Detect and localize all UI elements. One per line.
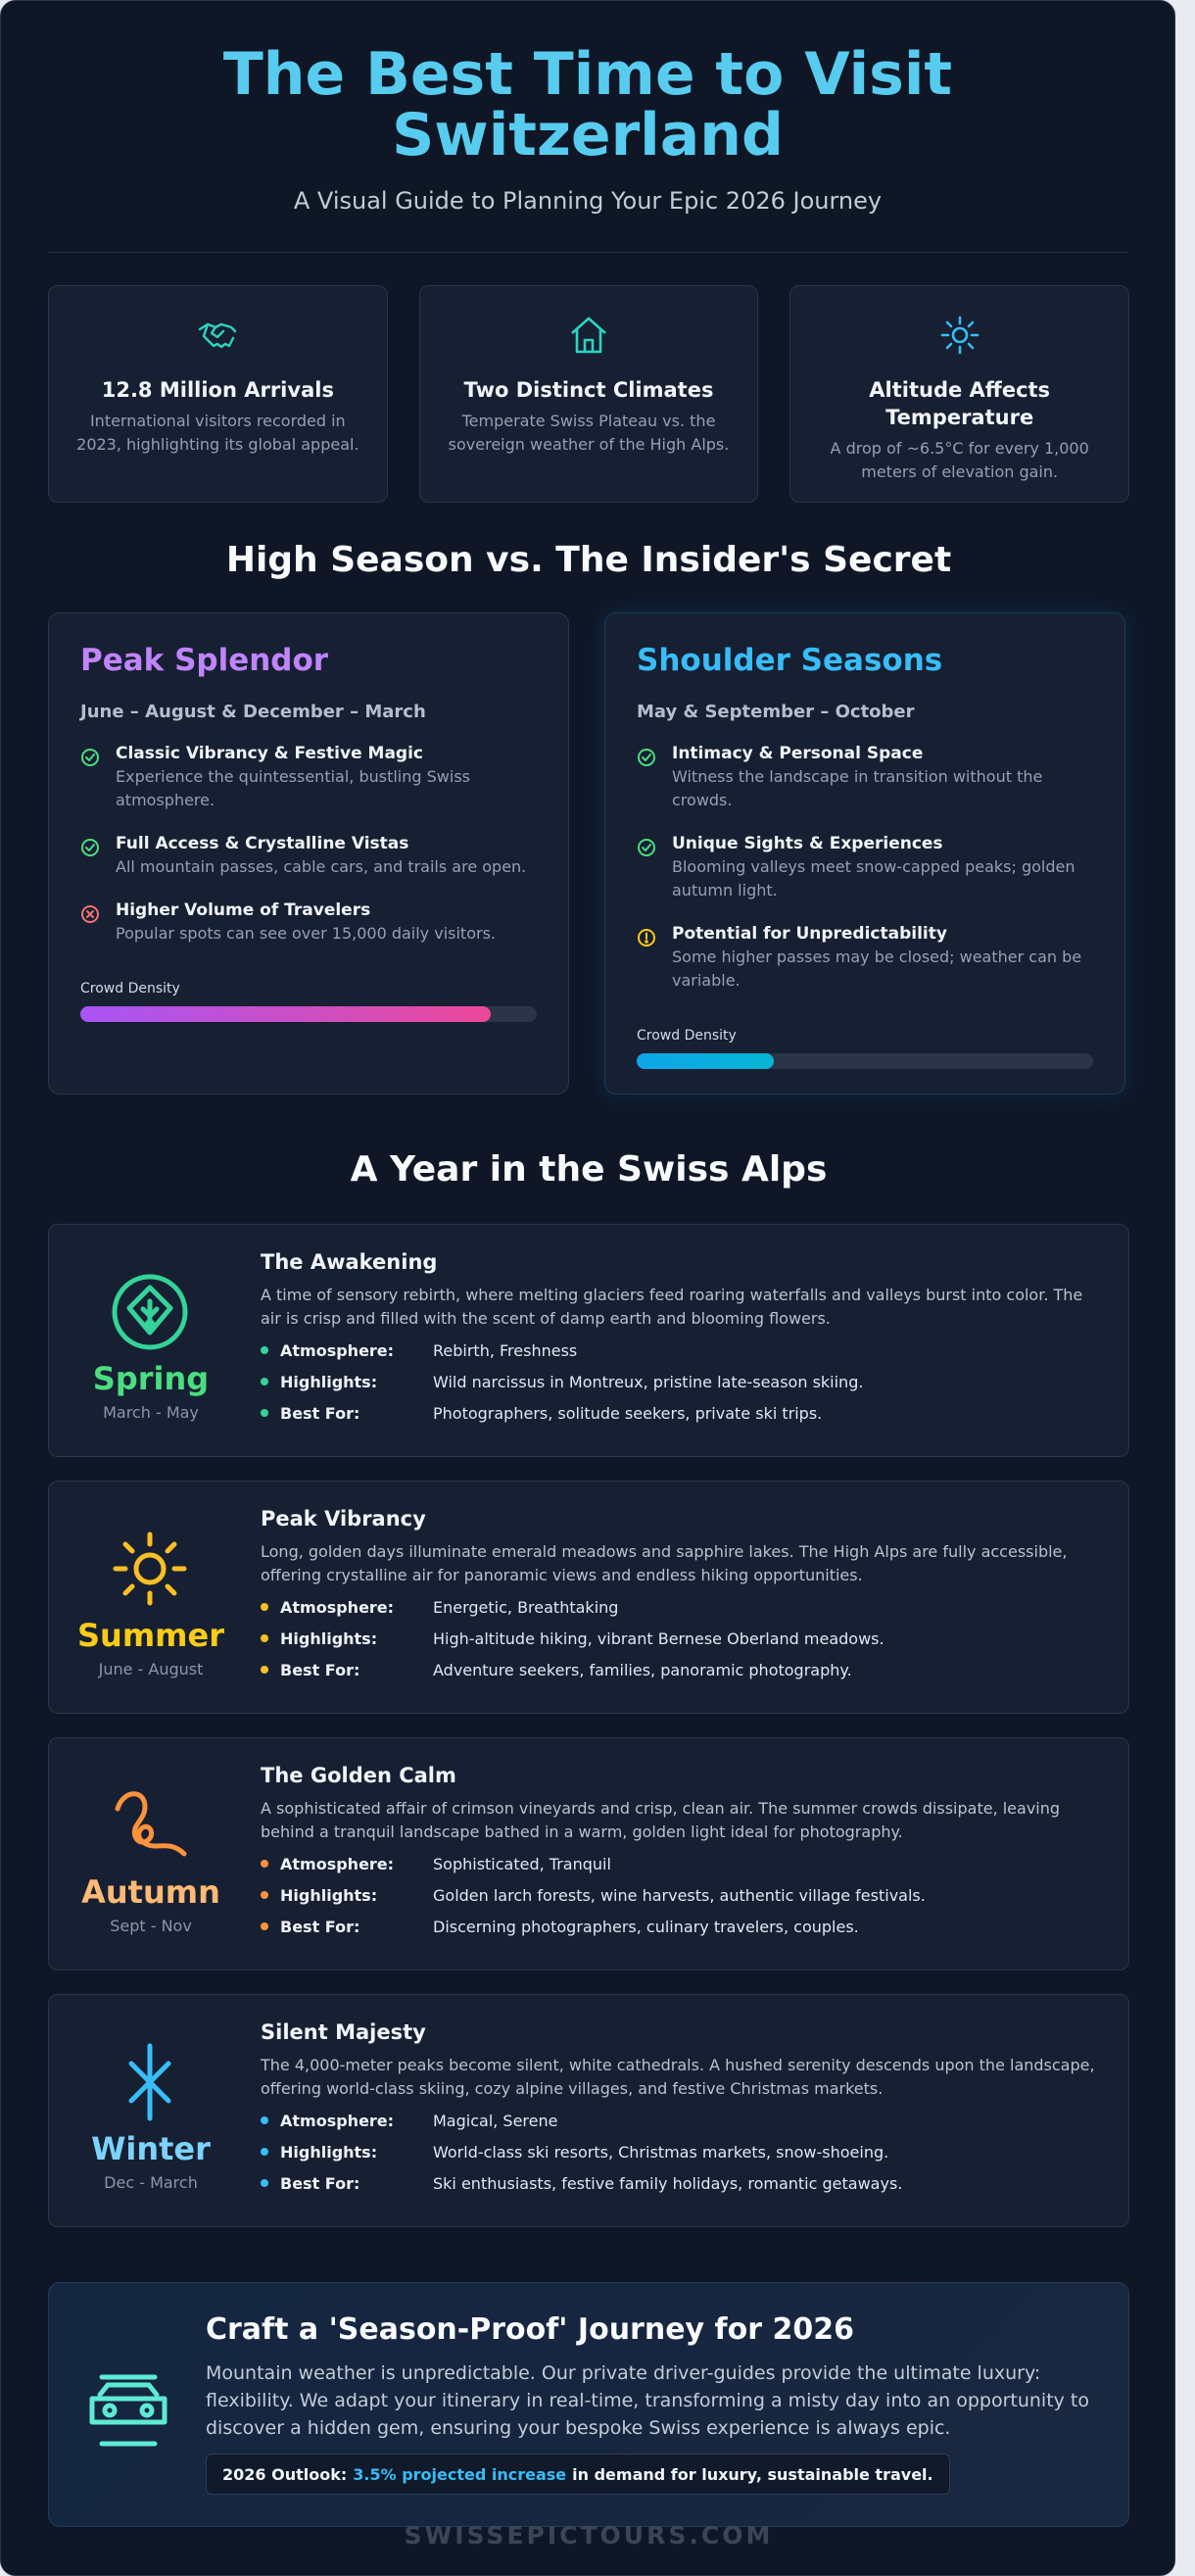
season-name: Spring (92, 1360, 210, 1397)
season-card-spring (48, 1224, 1129, 1457)
season-name: Autumn (81, 1873, 220, 1911)
peak-title: Peak Splendor (80, 643, 329, 678)
season-description: A time of sensory rebirth, where melting glaciers feed roaring waterfalls and valleys burst into color. The air is crisp and filled with the scent of damp earth and blooming flowers. (261, 1286, 1083, 1328)
best-for-label: Best For: (280, 1660, 360, 1679)
highlights-row (261, 1883, 1103, 1907)
feature-text: Experience the quintessential, bustling Swiss atmosphere. (116, 767, 470, 809)
atmosphere-value: Rebirth, Freshness (433, 1340, 578, 1360)
sun-icon (812, 312, 1107, 359)
stat-title: Altitude Affects Temperature (869, 378, 1051, 429)
season-range: Sept - Nov (110, 1917, 192, 1935)
stat-card-arrivals (48, 285, 388, 503)
atmosphere-label: Atmosphere: (280, 1854, 395, 1873)
feature-item (80, 900, 537, 946)
best-for-row (261, 1658, 1103, 1681)
season-description: Long, golden days illuminate emerald meadows and sapphire lakes. The High Alps are fully accessible, offering crystalline air for panoramic views and endless hiking opportunities. (261, 1542, 1068, 1584)
season-name: Winter (91, 2130, 211, 2167)
feature-title: Intimacy & Personal Space (672, 744, 924, 763)
atmosphere-label: Atmosphere: (280, 2111, 395, 2130)
home-icon (442, 312, 737, 359)
crowd-density-bar (80, 1006, 537, 1022)
sun-icon (106, 1525, 194, 1613)
cta-panel (48, 2282, 1129, 2527)
best-for-label: Best For: (280, 2173, 360, 2193)
season-range: June - August (98, 1660, 204, 1678)
best-for-row (261, 2171, 1103, 2195)
shoulder-dates: May & September – October (637, 702, 915, 722)
season-heading: The Golden Calm (261, 1764, 456, 1787)
crowd-density-label: Crowd Density (80, 981, 180, 996)
feature-text: All mountain passes, cable cars, and trails are open. (116, 857, 527, 876)
stat-title: 12.8 Million Arrivals (101, 378, 334, 402)
best-for-label: Best For: (280, 1917, 360, 1936)
season-name: Summer (77, 1617, 224, 1654)
check-circle-icon (637, 744, 672, 812)
divider (48, 252, 1127, 253)
season-heading: Peak Vibrancy (261, 1507, 426, 1531)
outlook-label: 2026 Outlook: (222, 2464, 348, 2484)
best-for-value: Adventure seekers, families, panoramic photography. (433, 1660, 852, 1679)
crowd-density-bar (637, 1053, 1093, 1069)
compass-leaf-icon (106, 1268, 194, 1356)
cta-description: Mountain weather is unpredictable. Our private driver-guides provide the ultimate luxury: flexibility. We adapt your itinerary in real-time, transforming a misty day into an opportunity to discover a hidden gem, ensuring your bespoke Swiss experience is always epic. (206, 2362, 1089, 2439)
atmosphere-value: Magical, Serene (433, 2111, 558, 2130)
atmosphere-row (261, 1338, 1103, 1362)
best-for-row (261, 1401, 1103, 1425)
warning-circle-icon (637, 924, 672, 993)
season-range: March - May (103, 1403, 199, 1422)
wind-leaf-icon (106, 1781, 194, 1870)
outlook-badge (206, 2454, 950, 2495)
highlights-value: Wild narcissus in Montreux, pristine late-season skiing. (433, 1372, 864, 1391)
highlights-label: Highlights: (280, 1628, 378, 1648)
comparison-title: High Season vs. The Insider's Secret (225, 540, 952, 580)
shoulder-season-card (604, 612, 1125, 1094)
stat-text: Temperate Swiss Plateau vs. the sovereign weather of the High Alps. (448, 412, 730, 454)
highlights-value: High-altitude hiking, vibrant Bernese Oberland meadows. (433, 1628, 884, 1648)
feature-text: Popular spots can see over 15,000 daily visitors. (116, 924, 496, 943)
best-for-value: Ski enthusiasts, festive family holidays, romantic getaways. (433, 2173, 903, 2193)
outlook-text: in demand for luxury, sustainable travel. (572, 2464, 933, 2484)
best-for-value: Discerning photographers, culinary travelers, couples. (433, 1917, 859, 1936)
feature-title: Potential for Unpredictability (672, 924, 947, 944)
page-title: The Best Time to Visit Switzerland (222, 40, 953, 170)
season-description: The 4,000-meter peaks become silent, white cathedrals. A hushed serenity descends upon the landscape, offering world-class skiing, cozy alpine villages, and festive Christmas markets. (261, 2056, 1095, 2098)
season-heading: The Awakening (261, 1250, 438, 1274)
season-card-summer (48, 1481, 1129, 1714)
stats-row (48, 285, 1129, 503)
highlights-label: Highlights: (280, 2142, 378, 2162)
stat-card-climates (419, 285, 759, 503)
check-circle-icon (637, 834, 672, 902)
feature-item (637, 744, 1093, 812)
crowd-density-fill (637, 1053, 774, 1069)
highlights-row (261, 2140, 1103, 2163)
highlights-value: World-class ski resorts, Christmas markets, snow-shoeing. (433, 2142, 889, 2162)
x-circle-icon (80, 900, 116, 946)
atmosphere-row (261, 1595, 1103, 1619)
page-subtitle: A Visual Guide to Planning Your Epic 2026 Journey (293, 187, 883, 215)
feature-text: Blooming valleys meet snow-capped peaks; golden autumn light. (672, 857, 1076, 899)
peak-season-card (48, 612, 569, 1094)
feature-title: Higher Volume of Travelers (116, 900, 371, 920)
season-description: A sophisticated affair of crimson vineyards and crisp, clean air. The summer crowds dissipate, leaving behind a tranquil landscape bathed in a warm, golden light ideal for photography. (261, 1799, 1061, 1841)
season-card-winter (48, 1994, 1129, 2227)
feature-item (80, 744, 537, 812)
outlook-highlight: 3.5% projected increase (353, 2464, 567, 2484)
feature-title: Classic Vibrancy & Festive Magic (116, 744, 423, 763)
footer-brand: SWISSEPICTOURS.COM (404, 2521, 774, 2550)
highlights-row (261, 1370, 1103, 1393)
crowd-density-label: Crowd Density (637, 1028, 737, 1044)
atmosphere-value: Sophisticated, Tranquil (433, 1854, 611, 1873)
feature-text: Witness the landscape in transition without the crowds. (672, 767, 1043, 809)
stat-text: International visitors recorded in 2023, highlighting its global appeal. (76, 412, 359, 454)
atmosphere-row (261, 2109, 1103, 2132)
year-title: A Year in the Swiss Alps (350, 1149, 828, 1190)
peak-dates: June – August & December – March (80, 702, 426, 722)
season-card-autumn (48, 1737, 1129, 1970)
atmosphere-label: Atmosphere: (280, 1340, 395, 1360)
feature-item (80, 834, 537, 879)
season-heading: Silent Majesty (261, 2020, 426, 2044)
car-icon (84, 2371, 172, 2450)
check-circle-icon (80, 834, 116, 879)
stat-card-altitude (789, 285, 1129, 503)
cta-title: Craft a 'Season-Proof' Journey for 2026 (206, 2312, 854, 2347)
best-for-label: Best For: (280, 1403, 360, 1423)
feature-title: Full Access & Crystalline Vistas (116, 834, 409, 853)
best-for-row (261, 1915, 1103, 1938)
feature-title: Unique Sights & Experiences (672, 834, 943, 853)
highlights-row (261, 1627, 1103, 1650)
handshake-icon (71, 312, 365, 359)
highlights-value: Golden larch forests, wine harvests, authentic village festivals. (433, 1885, 926, 1905)
shoulder-title: Shoulder Seasons (637, 643, 943, 678)
header (1, 1, 1174, 253)
stat-title: Two Distinct Climates (463, 378, 714, 402)
season-range: Dec - March (104, 2173, 198, 2192)
stat-text: A drop of ~6.5°C for every 1,000 meters of elevation gain. (830, 439, 1089, 481)
best-for-value: Photographers, solitude seekers, private ski trips. (433, 1403, 823, 1423)
highlights-label: Highlights: (280, 1372, 378, 1391)
atmosphere-value: Energetic, Breathtaking (433, 1597, 619, 1617)
crowd-density-fill (80, 1006, 491, 1022)
atmosphere-label: Atmosphere: (280, 1597, 395, 1617)
highlights-label: Highlights: (280, 1885, 378, 1905)
check-circle-icon (80, 744, 116, 812)
atmosphere-row (261, 1852, 1103, 1875)
snowflake-icon (106, 2038, 194, 2126)
feature-item (637, 924, 1093, 993)
feature-text: Some higher passes may be closed; weather can be variable. (672, 948, 1082, 990)
feature-item (637, 834, 1093, 902)
